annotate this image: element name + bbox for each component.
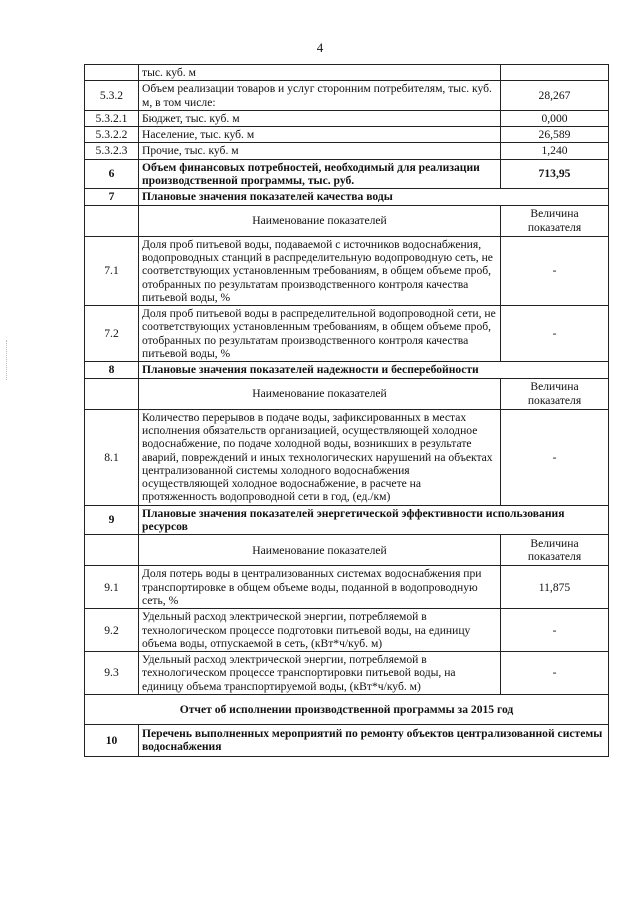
row-number: 7.2 [85, 306, 139, 362]
report-title-row [85, 694, 609, 724]
section-row [85, 724, 609, 756]
row-text: Доля проб питьевой воды, подаваемой с источников водоснабжения, водопроводных станций в распределительную водопроводную сеть, не соответствующих установленным требованиям, в общем объеме проб, отобранных по результатам производственного контроля качества питьевой воды, % [139, 236, 501, 305]
row-value: - [501, 306, 609, 362]
row-number: 9.1 [85, 566, 139, 609]
header-blank [85, 378, 139, 409]
row-text: Доля проб питьевой воды в распределительной водопроводной сети, не соответствующих установленным требованиям, в общем объеме проб, отобранных по результатам производственного контроля качества питьевой воды, % [139, 306, 501, 362]
section-row [85, 362, 609, 378]
scan-margin-mark [6, 340, 8, 380]
row-text: Объем реализации товаров и услуг сторонним потребителям, тыс. куб. м, в том числе: [139, 81, 501, 111]
row-number: 5.3.2.3 [85, 143, 139, 159]
row-number: 5.3.2.1 [85, 110, 139, 126]
table-row [85, 652, 609, 695]
row-value [501, 65, 609, 81]
header-value: Величина показателя [501, 205, 609, 236]
table-row [85, 143, 609, 159]
row-text: Объем финансовых потребностей, необходимый для реализации производственной программы, тыс. руб. [139, 159, 501, 189]
table-row [85, 609, 609, 652]
row-number: 7.1 [85, 236, 139, 305]
table-row [85, 65, 609, 81]
row-text: Население, тыс. куб. м [139, 127, 501, 143]
table-row [85, 409, 609, 505]
table-row [85, 81, 609, 111]
row-text: Доля потерь воды в централизованных системах водоснабжения при транспортировке в общем объеме воды, поданной в водопроводную сеть, % [139, 566, 501, 609]
row-number: 6 [85, 159, 139, 189]
header-blank [85, 535, 139, 566]
section-title: Плановые значения показателей надежности и бесперебойности [139, 362, 609, 378]
page-number: 4 [316, 40, 324, 55]
row-number: 8.1 [85, 409, 139, 505]
row-value: - [501, 609, 609, 652]
header-name: Наименование показателей [139, 205, 501, 236]
header-value: Величина показателя [501, 535, 609, 566]
header-row [85, 378, 609, 409]
row-text: Количество перерывов в подаче воды, зафиксированных в местах исполнения обязательств организацией, осуществляющей холодное водоснабжение, по подаче холодной воды, возникших в результате аварий, повреждений и иных технологических нарушений на объектах централизованной системы холодного водоснабжения осуществляющей холодное водоснабжение, в расчете на протяженность водопроводной сети в год, (ед./км) [139, 409, 501, 505]
row-value: - [501, 236, 609, 305]
section-number: 10 [85, 724, 139, 756]
row-value: - [501, 409, 609, 505]
row-number: 9.2 [85, 609, 139, 652]
table-row [85, 566, 609, 609]
row-number: 9.3 [85, 652, 139, 695]
section-title: Перечень выполненных мероприятий по ремонту объектов централизованной системы водоснабжения [139, 724, 609, 756]
program-table [84, 64, 609, 757]
row-value: 11,875 [501, 566, 609, 609]
header-row [85, 205, 609, 236]
table-row [85, 110, 609, 126]
row-value: 0,000 [501, 110, 609, 126]
header-row [85, 535, 609, 566]
section-title: Плановые значения показателей качества воды [139, 189, 609, 205]
section-row [85, 505, 609, 535]
row-value: 1,240 [501, 143, 609, 159]
row-text: Удельный расход электрической энергии, потребляемой в технологическом процессе подготовки питьевой воды, на единицу объема воды, отпускаемой в сеть, (кВт*ч/куб. м) [139, 609, 501, 652]
header-name: Наименование показателей [139, 378, 501, 409]
row-text: Прочие, тыс. куб. м [139, 143, 501, 159]
section-number: 7 [85, 189, 139, 205]
header-value: Величина показателя [501, 378, 609, 409]
table-row [85, 127, 609, 143]
table-row [85, 306, 609, 362]
row-value: - [501, 652, 609, 695]
section-title: Плановые значения показателей энергетической эффективности использования ресурсов [139, 505, 609, 535]
section-number: 8 [85, 362, 139, 378]
row-value: 26,589 [501, 127, 609, 143]
table-row [85, 159, 609, 189]
row-value: 28,267 [501, 81, 609, 111]
header-name: Наименование показателей [139, 535, 501, 566]
row-number: 5.3.2.2 [85, 127, 139, 143]
row-number [85, 65, 139, 81]
row-text: Бюджет, тыс. куб. м [139, 110, 501, 126]
report-title: Отчет об исполнении производственной программы за 2015 год [85, 694, 609, 724]
section-number: 9 [85, 505, 139, 535]
row-text: тыс. куб. м [139, 65, 501, 81]
row-text: Удельный расход электрической энергии, потребляемой в технологическом процессе транспортировки питьевой воды, на единицу объема транспортируемой воды, (кВт*ч/куб. м) [139, 652, 501, 695]
row-value: 713,95 [501, 159, 609, 189]
section-row [85, 189, 609, 205]
table-row [85, 236, 609, 305]
row-number: 5.3.2 [85, 81, 139, 111]
header-blank [85, 205, 139, 236]
